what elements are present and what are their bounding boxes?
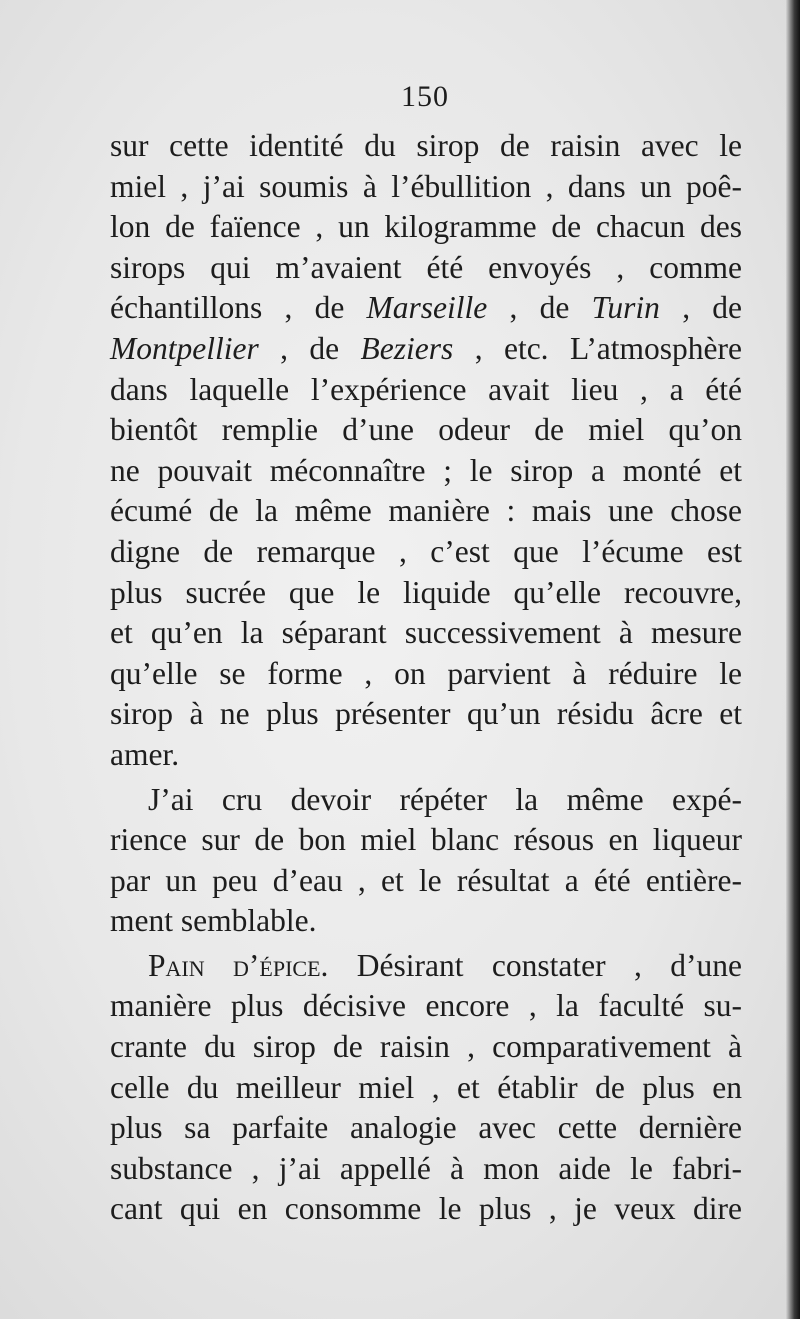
line-text: et qu’en la séparant successivement à mesure bbox=[110, 615, 742, 651]
line-text: J’ai cru devoir répéter la même expé- bbox=[148, 781, 742, 817]
line-text: miel , j’ai soumis à l’ébullition , dans un poê- bbox=[110, 168, 742, 204]
line-text: crante du sirop de raisin , comparativement à bbox=[110, 1029, 742, 1065]
line-text: , etc. L’atmosphère bbox=[474, 330, 742, 366]
text-line bbox=[110, 573, 742, 614]
line-text: amer. bbox=[110, 736, 180, 772]
text-line bbox=[110, 1149, 742, 1190]
text-line bbox=[110, 207, 742, 248]
text-line bbox=[110, 780, 742, 821]
text-line bbox=[110, 694, 742, 735]
line-text: lon de faïence , un kilogramme de chacun des bbox=[110, 209, 742, 245]
text-line bbox=[110, 986, 742, 1027]
text-line bbox=[110, 735, 742, 776]
place-name: Marseille bbox=[366, 290, 488, 326]
text-line bbox=[110, 946, 742, 987]
line-text: sirops qui m’avaient été envoyés , comme bbox=[110, 249, 742, 285]
text-line bbox=[110, 491, 742, 532]
line-text: rience sur de bon miel blanc résous en liqueur bbox=[110, 822, 742, 858]
text-line bbox=[110, 167, 742, 208]
text-line bbox=[110, 820, 742, 861]
text-line bbox=[110, 1027, 742, 1068]
text-line bbox=[110, 1108, 742, 1149]
line-text: ne pouvait méconnaître ; le sirop a monté et bbox=[110, 452, 742, 488]
line-text: cant qui en consomme le plus , je veux dire bbox=[110, 1191, 742, 1227]
text-line bbox=[110, 1189, 742, 1230]
line-text: , de bbox=[280, 330, 340, 366]
line-text: manière plus décisive encore , la faculté su- bbox=[110, 988, 742, 1024]
body-text bbox=[110, 126, 742, 1230]
text-line bbox=[110, 654, 742, 695]
text-line bbox=[110, 901, 742, 942]
text-line bbox=[110, 248, 742, 289]
line-text: substance , j’ai appellé à mon aide le fabri- bbox=[110, 1150, 742, 1186]
place-name: Montpellier bbox=[110, 330, 259, 366]
line-text: sirop à ne plus présenter qu’un résidu âcre et bbox=[110, 696, 742, 732]
line-text: bientôt remplie d’une odeur de miel qu’on bbox=[110, 412, 742, 448]
place-name: Beziers bbox=[360, 330, 454, 366]
line-text: sur cette identité du sirop de raisin avec le bbox=[110, 128, 742, 163]
line-text: digne de remarque , c’est que l’écume est bbox=[110, 533, 742, 569]
line-text: , de bbox=[682, 290, 743, 326]
line-text: plus sa parfaite analogie avec cette dernière bbox=[110, 1110, 742, 1146]
text-line bbox=[110, 370, 742, 411]
text-line bbox=[110, 613, 742, 654]
text-line bbox=[110, 861, 742, 902]
line-text: ment semblable. bbox=[110, 903, 317, 939]
page-edge-shadow bbox=[786, 0, 800, 1319]
line-text: échantillons , de bbox=[110, 290, 345, 326]
line-text: qu’elle se forme , on parvient à réduire le bbox=[110, 655, 742, 691]
line-text: Désirant constater , d’une bbox=[356, 947, 742, 983]
text-line bbox=[110, 410, 742, 451]
line-text: celle du meilleur miel , et établir de plus en bbox=[110, 1069, 742, 1105]
line-text: dans laquelle l’expérience avait lieu , a été bbox=[110, 371, 742, 407]
text-line bbox=[110, 126, 742, 167]
section-heading: Pain d’épice. bbox=[148, 947, 329, 983]
line-text: , de bbox=[509, 290, 570, 326]
line-text: écumé de la même manière : mais une chose bbox=[110, 493, 742, 529]
text-line bbox=[110, 1068, 742, 1109]
line-text: plus sucrée que le liquide qu’elle recouvre, bbox=[110, 574, 742, 610]
text-line bbox=[110, 329, 742, 370]
text-line bbox=[110, 451, 742, 492]
line-text: par un peu d’eau , et le résultat a été entière- bbox=[110, 862, 742, 898]
text-line bbox=[110, 532, 742, 573]
place-name: Turin bbox=[591, 290, 660, 326]
text-line bbox=[110, 288, 742, 329]
page-number: 150 bbox=[401, 80, 449, 113]
